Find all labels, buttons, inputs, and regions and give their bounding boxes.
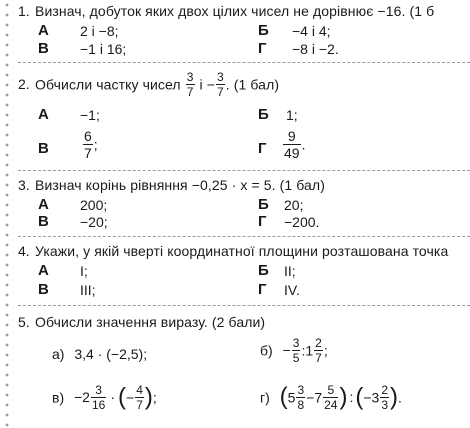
q5-part-b: б) − $\frac{3}{5}$ :1 $\frac{2}{7}$ ; [260,335,328,365]
q4-option-d: IV. [284,282,300,298]
q2-option-d-fraction: $\frac{9}{49}$ [284,127,300,161]
q4-option-a: I; [80,263,88,279]
q4-option-b-label: Б [258,262,269,279]
question-5-number: 5. [18,314,30,330]
q5-part-a-expr: 3,4 · (−2,5); [74,346,148,362]
q2-text-a: Обчисли частку чисел [35,76,181,93]
question-5-text: Обчисли значення виразу. (2 бали) [35,314,266,330]
q4-option-a-label: А [38,262,49,279]
q1-option-b-label: Б [258,22,269,39]
q3-option-c: −20; [80,214,108,230]
q3-option-b: 20; [284,197,304,213]
q5-part-d: г) (5 $\frac{3}{8}$ −7 $\frac{5}{24}$ ) :(−3 $\frac{2}{3}$ ). [260,382,402,412]
q5-b-fraction-1: $\frac{3}{5}$ [292,335,300,365]
q5-part-d-label: г) [260,389,270,406]
q4-option-d-label: Г [258,281,267,298]
q1-option-d: −8 і −2. [292,41,339,57]
q2-option-d: $\frac{9}{49}$ . [284,127,306,161]
q5-part-a-label: а) [52,346,65,362]
divider-4 [18,305,470,306]
q1-option-c: −1 і 16; [80,41,127,57]
divider-3 [18,236,470,237]
q3-option-c-label: В [38,213,49,230]
q2-option-c-label: В [38,140,49,157]
question-4-text: Укажи, у якій чверті координатної площини розташована точка [35,243,449,259]
q2-fraction-1: $\frac{3}{7}$ [186,69,194,99]
q2-option-b: 1; [286,107,298,123]
q1-option-b: −4 і 4; [292,23,331,39]
q2-option-a-label: А [38,106,49,123]
q5-d-fraction-2: $\frac{5}{24}$ [324,382,338,412]
q3-option-d: −200. [284,214,320,230]
q5-part-b-label: б) [260,342,273,359]
q2-option-b-label: Б [258,106,269,123]
question-2-text [35,68,279,99]
q5-d-fraction-3: $\frac{2}{3}$ [381,382,389,412]
divider-1 [18,62,470,63]
q2-text-b: . (1 бал) [225,76,280,93]
q2-option-c-fraction: $\frac{6}{7}$ [84,127,92,161]
q5-d-fraction-1: $\frac{3}{8}$ [297,382,305,412]
binding-holes [2,0,12,428]
q4-option-c-label: В [38,281,49,298]
question-4-number: 4. [18,243,30,259]
divider-2 [18,170,470,171]
question-2-number: 2. [18,76,30,92]
q4-option-c: III; [80,282,96,298]
q5-c-fraction-2: $\frac{4}{7}$ [136,382,143,412]
q1-option-a-label: А [38,22,49,39]
q5-c-fraction-1: $\frac{3}{16}$ [91,382,106,412]
q5-b-fraction-2: $\frac{2}{7}$ [315,335,322,365]
q1-option-d-label: Г [258,40,267,57]
q3-option-d-label: Г [258,213,267,230]
q3-option-b-label: Б [258,196,269,213]
q3-option-a-label: А [38,196,49,213]
q4-option-b: II; [284,263,296,279]
q5-part-c: в) −2 $\frac{3}{16}$ · (− $\frac{4}{7}$ ); [52,382,157,412]
question-1-number: 1. [18,3,30,19]
q1-option-a: 2 і −8; [80,23,119,39]
q2-option-d-label: Г [258,140,267,157]
q2-option-a: −1; [80,107,100,123]
q2-fraction-2: $\frac{3}{7}$ [216,69,224,99]
q3-option-a: 200; [80,197,108,213]
q2-text-mid: і − [199,76,215,93]
q2-option-c: $\frac{6}{7}$ ; [84,127,98,161]
q1-option-c-label: В [38,40,49,57]
q5-part-a [52,346,147,362]
question-3-text: Визнач корінь рівняння −0,25 · x = 5. (1 бал) [35,177,325,193]
question-1-text: Визнач, добуток яких двох цілих чисел не дорівнює −16. (1 б [35,3,435,19]
q5-part-c-label: в) [52,389,65,406]
question-3-number: 3. [18,177,30,193]
